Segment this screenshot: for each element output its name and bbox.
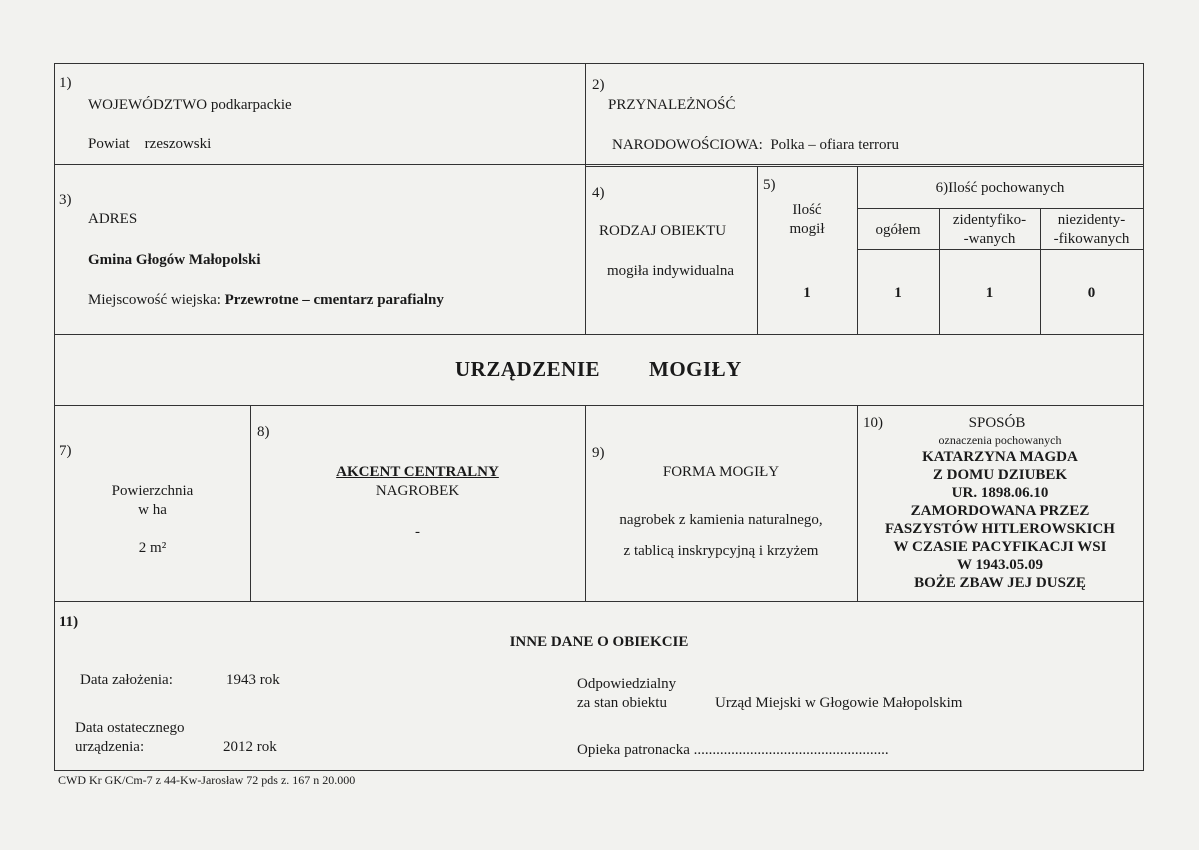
inscription-line: KATARZYNA MAGDA <box>922 449 1078 465</box>
final-arrangement-label: Data ostatecznego <box>75 720 185 736</box>
divider <box>250 405 251 601</box>
field-number: 4) <box>592 185 605 201</box>
area-label-2: w ha <box>138 502 167 518</box>
object-type-label: RODZAJ OBIEKTU <box>599 223 727 239</box>
section-title: URZĄDZENIE <box>455 357 601 381</box>
divider <box>55 601 1143 602</box>
marking-sublabel: oznaczenia pochowanych <box>938 433 1062 447</box>
divider <box>55 334 1143 335</box>
final-arrangement-value: 2012 rok <box>223 739 277 755</box>
inscription-line: BOŻE ZBAW JEJ DUSZĘ <box>914 575 1086 591</box>
buried-unidentified-label: niezidenty- <box>1057 212 1126 228</box>
field-number: 5) <box>763 177 776 193</box>
nationality-field <box>612 136 899 154</box>
graves-count-label: Ilość <box>792 202 822 218</box>
nationality-label-2: NARODOWOŚCIOWA: <box>612 137 763 153</box>
powiat-label: Powiat <box>88 136 130 152</box>
central-accent-value: - <box>415 524 420 540</box>
record-card <box>54 63 1144 771</box>
inscription-line: ZAMORDOWANA PRZEZ <box>910 503 1090 519</box>
buried-identified-value: 1 <box>985 285 994 301</box>
nationality-label: PRZYNALEŻNOŚĆ <box>608 97 736 113</box>
patronage-label: Opieka patronacka <box>577 742 690 758</box>
founding-date-value: 1943 rok <box>226 672 280 688</box>
responsible-label: Odpowiedzialny <box>577 676 677 692</box>
miejscowosc-label: Miejscowość wiejska: <box>88 292 221 308</box>
buried-unidentified-value: 0 <box>1087 285 1096 301</box>
object-type-value: mogiła indywidualna <box>607 263 735 279</box>
graves-count-value: 1 <box>803 285 811 301</box>
nationality-value: Polka – ofiara terroru <box>770 137 900 153</box>
field-number: 9) <box>592 445 605 461</box>
graves-count-label-2: mogił <box>789 221 825 237</box>
other-data-title: INNE DANE O OBIEKCIE <box>509 634 689 650</box>
buried-identified-label-2: -wanych <box>963 231 1016 247</box>
divider <box>585 166 1143 167</box>
divider <box>55 405 1143 406</box>
grave-form-value: nagrobek z kamienia naturalnego, <box>619 512 823 528</box>
patronage-field <box>577 741 889 759</box>
divider <box>585 64 586 334</box>
divider <box>585 405 586 601</box>
inscription-line: W CZASIE PACYFIKACJI WSI <box>893 539 1107 555</box>
final-arrangement-label-2: urządzenia: <box>75 739 145 755</box>
divider <box>857 208 1143 209</box>
field-number: 1) <box>59 75 72 91</box>
buried-total-label: ogółem <box>875 222 921 238</box>
wojewodztwo-label: WOJEWÓDZTWO <box>88 97 208 113</box>
inscription-line: UR. 1898.06.10 <box>951 485 1049 501</box>
divider <box>857 249 1143 250</box>
powiat-value: rzeszowski <box>144 136 212 152</box>
miejscowosc-field <box>88 291 444 309</box>
field-number: 2) <box>592 77 605 93</box>
marking-label: SPOSÓB <box>968 415 1026 431</box>
grave-form-value-2: z tablicą inskrypcyjną i krzyżem <box>623 543 819 559</box>
powiat-field <box>88 135 211 153</box>
field-number: 7) <box>59 443 72 459</box>
field-number: 8) <box>257 424 270 440</box>
miejscowosc-value: Przewrotne – cmentarz parafialny <box>224 292 444 308</box>
form-footer-code: CWD Kr GK/Cm-7 z 44-Kw-Jarosław 72 pds z. 167 n 20.000 <box>58 773 356 787</box>
buried-identified-label: zidentyfiko- <box>952 212 1027 228</box>
responsible-value: Urząd Miejski w Głogowie Małopolskim <box>715 695 963 711</box>
central-accent-subtitle: NAGROBEK <box>375 483 460 499</box>
grave-form-label: FORMA MOGIŁY <box>662 464 780 480</box>
buried-count-header: 6)Ilość pochowanych <box>935 180 1065 196</box>
address-label: ADRES <box>88 211 138 227</box>
central-accent-title: AKCENT CENTRALNY <box>336 464 499 480</box>
inscription-line: W 1943.05.09 <box>957 557 1043 573</box>
divider <box>757 166 758 334</box>
buried-total-value: 1 <box>894 285 902 301</box>
section-title-2: MOGIŁY <box>649 357 742 381</box>
gmina-value: Gmina Głogów Małopolski <box>88 252 261 268</box>
inscription-line: Z DOMU DZIUBEK <box>932 467 1068 483</box>
area-label: Powierzchnia <box>111 483 194 499</box>
responsible-label-2: za stan obiektu <box>577 695 667 711</box>
founding-date-label: Data założenia: <box>80 672 173 688</box>
wojewodztwo-field <box>88 96 292 114</box>
inscription-line: FASZYSTÓW HITLEROWSKICH <box>885 521 1115 537</box>
field-number: 3) <box>59 192 72 208</box>
divider <box>55 164 1143 165</box>
field-number: 10) <box>863 415 883 431</box>
area-value: 2 m² <box>138 540 167 556</box>
buried-unidentified-label-2: -fikowanych <box>1053 231 1130 247</box>
patronage-dots: .................................................... <box>693 742 889 758</box>
wojewodztwo-value: podkarpackie <box>210 97 292 113</box>
field-number: 11) <box>59 614 79 630</box>
